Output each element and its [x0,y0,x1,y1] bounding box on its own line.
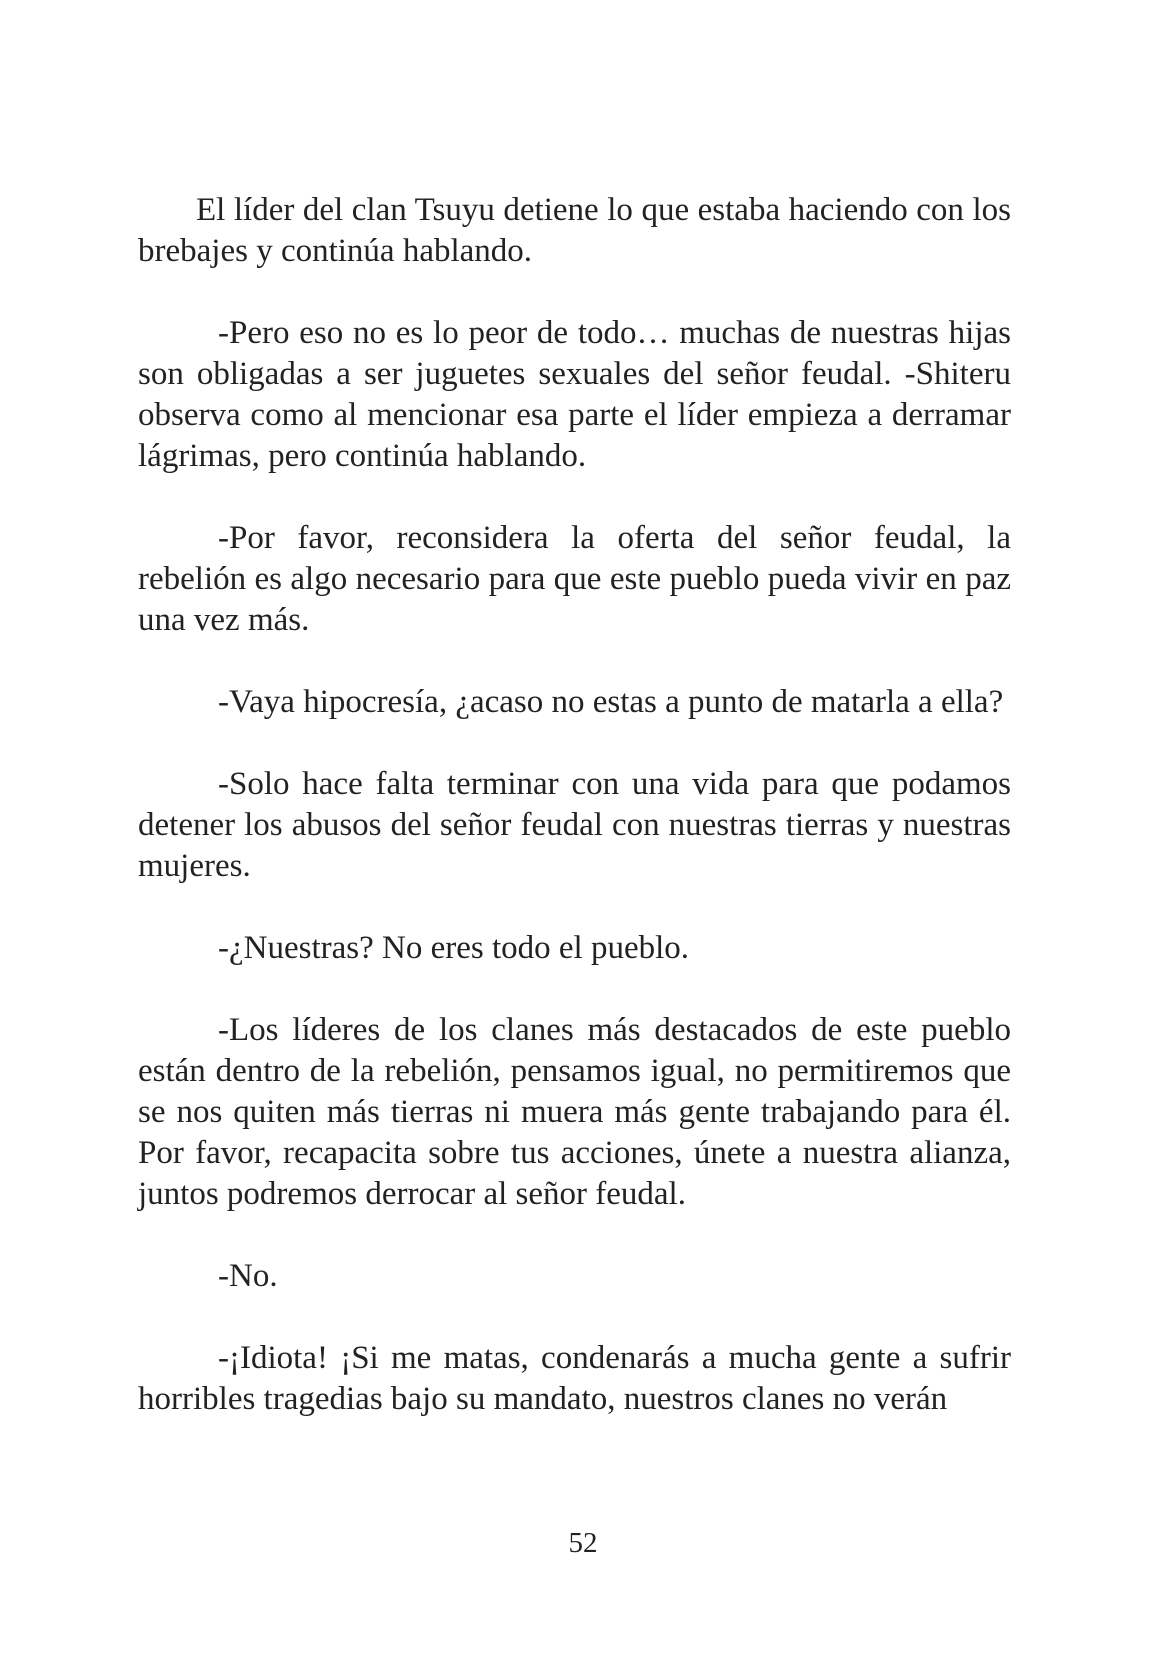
page-number: 52 [568,1527,598,1559]
paragraph-3: -Por favor, reconsidera la oferta del señor feudal, la rebelión es algo necesario para que este pueblo pueda vivir en paz una vez más. [138,520,1011,638]
paragraph-4: -Vaya hipocresía, ¿acaso no estas a punto de matarla a ella? [218,684,1004,720]
page-body-text [138,190,1011,1420]
paragraph-2: -Pero eso no es lo peor de todo… muchas de nuestras hijas son obligadas a ser juguetes sexuales del señor feudal. -Shiteru observa como al mencionar esa parte el líder empieza a derramar lágrimas, pero continúa hablando. [138,315,1011,474]
paragraph-5: -Solo hace falta terminar con una vida para que podamos detener los abusos del señor feudal con nuestras tierras y nuestras mujeres. [138,766,1011,884]
paragraph-7: -Los líderes de los clanes más destacados de este pueblo están dentro de la rebelión, pensamos igual, no permitiremos que se nos quiten más tierras ni muera más gente trabajando para él. Por favor, recapacita sobre tus acciones, únete a nuestra alianza, juntos podremos derrocar al señor feudal. [138,1012,1011,1212]
paragraph-9: -¡Idiota! ¡Si me matas, condenarás a mucha gente a sufrir horribles tragedias bajo su mandato, nuestros clanes no verán [138,1340,1011,1417]
paragraph-6: -¿Nuestras? No eres todo el pueblo. [218,930,690,966]
paragraph-1: El líder del clan Tsuyu detiene lo que estaba haciendo con los brebajes y continúa hablando. [138,192,1011,269]
paragraph-8: -No. [218,1258,278,1294]
